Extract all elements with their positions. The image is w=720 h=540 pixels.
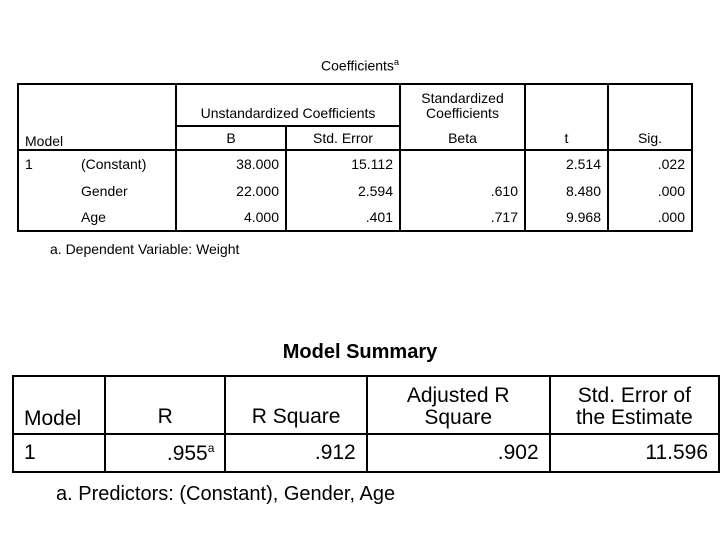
- ms-r-square: .912: [225, 434, 366, 472]
- table-row: [18, 204, 692, 231]
- ms-header-std-error: [550, 376, 719, 434]
- coefficients-table: [17, 83, 693, 232]
- ms-model: 1: [13, 434, 105, 472]
- coef-term: (Constant): [81, 156, 147, 172]
- coef-t: 8.480: [525, 177, 608, 204]
- coef-t: 9.968: [525, 204, 608, 231]
- coef-sig: .000: [608, 204, 692, 231]
- table-row: [18, 177, 692, 204]
- coef-model: 1: [25, 156, 33, 172]
- coef-header-standardized-line1: Standardized: [421, 89, 504, 106]
- ms-header-std-error-line2: the Estimate: [575, 406, 693, 429]
- coef-b: 4.000: [176, 204, 286, 231]
- coef-term: Gender: [81, 182, 128, 199]
- coef-header-b: B: [176, 126, 286, 150]
- coef-model-term-cell: [18, 150, 176, 177]
- coefficients-footnote: a. Dependent Variable: Weight: [50, 241, 240, 257]
- ms-header-std-error-line1: Std. Error of: [577, 384, 691, 407]
- coef-header-beta: Beta: [400, 126, 525, 150]
- ms-header-adjusted-line2: Square: [424, 406, 493, 429]
- coef-model-term-cell: [18, 204, 176, 231]
- ms-r-sup: a: [207, 440, 215, 455]
- coef-b: 22.000: [176, 177, 286, 204]
- ms-header-r: R: [105, 376, 226, 434]
- table-row: [13, 434, 719, 472]
- coef-header-standardized: [400, 84, 525, 126]
- coef-header-sig-top: [608, 84, 692, 126]
- coef-header-unstandardized: Unstandardized Coefficients: [176, 84, 400, 126]
- coef-t: 2.514: [525, 150, 608, 177]
- ms-r-cell: [105, 434, 226, 472]
- coefficients-title: [0, 57, 720, 74]
- coef-term: Age: [81, 209, 106, 225]
- model-summary-table: [12, 375, 720, 473]
- coef-beta: .717: [400, 204, 525, 231]
- coef-header-empty: [18, 84, 176, 126]
- coef-header-model: Model: [18, 126, 176, 150]
- coef-se: 15.112: [286, 150, 400, 177]
- model-summary-footnote: a. Predictors: (Constant), Gender, Age: [56, 483, 396, 505]
- ms-header-r-square: R Square: [225, 376, 366, 434]
- coef-header-t-top: [525, 84, 608, 126]
- ms-header-adjusted-line1: Adjusted R: [406, 384, 510, 407]
- coefficients-title-text: Coefficients: [321, 57, 394, 74]
- ms-r: .955: [166, 441, 208, 465]
- ms-adj-r-square: .902: [367, 434, 550, 472]
- coef-se: 2.594: [286, 177, 400, 204]
- coefficients-title-sup: a: [393, 57, 399, 67]
- coef-se: .401: [286, 204, 400, 231]
- coef-sig: .022: [608, 150, 692, 177]
- ms-std-error: 11.596: [550, 434, 719, 472]
- coef-beta: .610: [400, 177, 525, 204]
- table-row: [18, 150, 692, 177]
- ms-header-model: Model: [13, 376, 105, 434]
- coef-header-std-error: Std. Error: [286, 126, 400, 150]
- coef-beta: [400, 150, 525, 177]
- ms-header-adjusted: [367, 376, 550, 434]
- coef-b: 38.000: [176, 150, 286, 177]
- coef-header-sig: Sig.: [608, 126, 692, 150]
- coef-header-standardized-line2: Coefficients: [426, 104, 499, 121]
- model-summary-title: Model Summary: [282, 341, 438, 363]
- coef-header-t: t: [525, 126, 608, 150]
- coef-sig: .000: [608, 177, 692, 204]
- coef-model-term-cell: [18, 177, 176, 204]
